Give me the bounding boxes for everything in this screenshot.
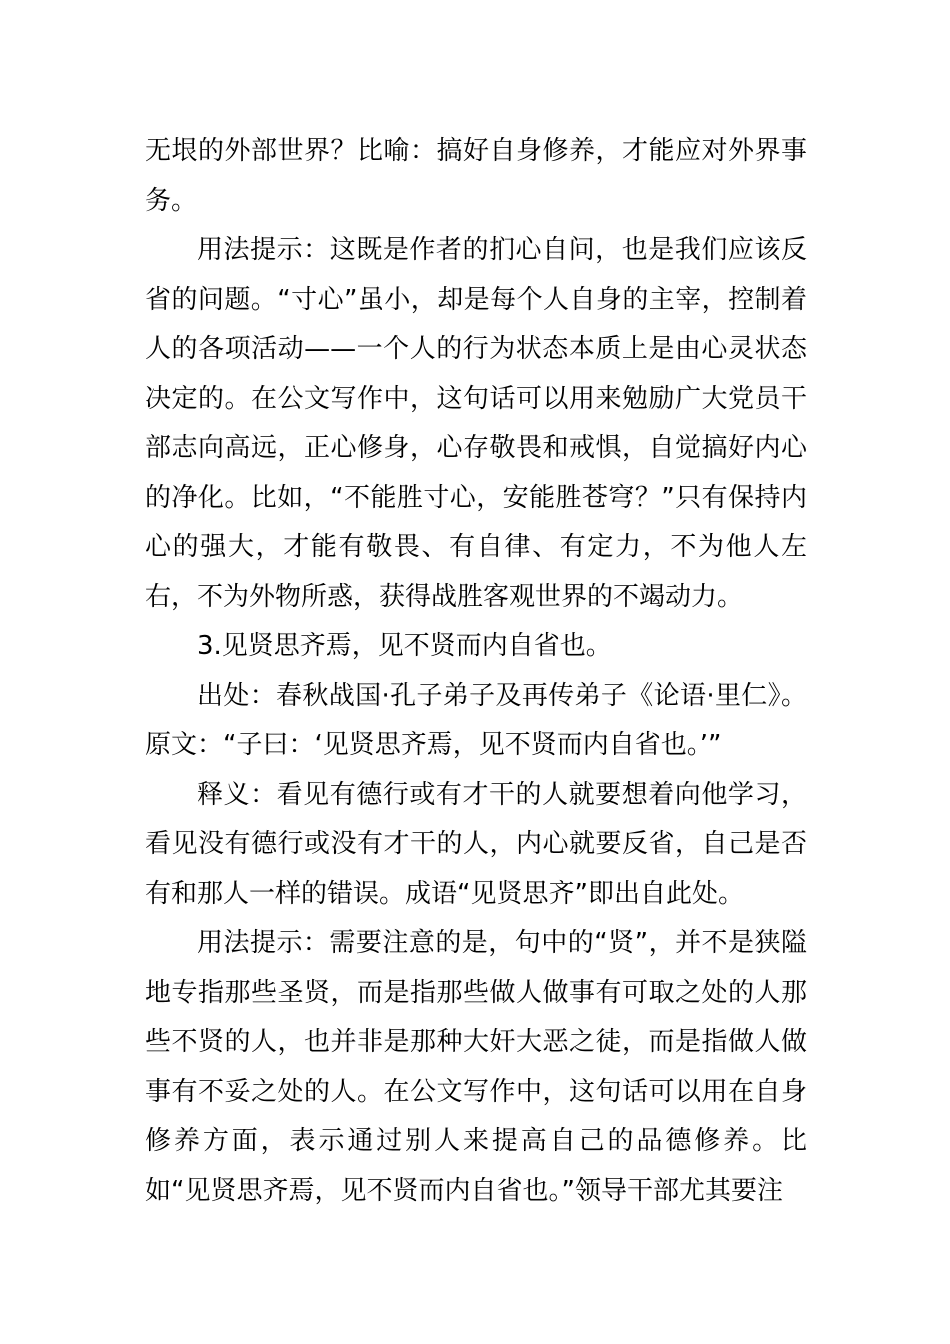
paragraph-source: 出处：春秋战国·孔子弟子及再传弟子《论语·里仁》。原文：“子曰：‘见贤思齐焉，见不贤而内自省也。’” [145,680,807,760]
paragraph-usage-note-1: 用法提示：这既是作者的扪心自问，也是我们应该反省的问题。“寸心”虽小，却是每个人自身的主宰，控制着人的各项活动——一个人的行为状态本质上是由心灵状态决定的。在公文写作中，这句话可以用来勉励广大党员干部志向高远，正心修身，心存敬畏和戒惧，自觉搞好内心的净化。比如，“不能胜寸心，安能胜苍穹？”只有保持内心的强大，才能有敬畏、有自律、有定力，不为他人左右，不为外物所惑，获得战胜客观世界的不竭动力。 [145,235,807,612]
paragraph-usage-note-2: 用法提示：需要注意的是，句中的“贤”，并不是狭隘地专指那些圣贤，而是指那些做人做事有可取之处的人那些不贤的人，也并非是那种大奸大恶之徒，而是指做人做事有不妥之处的人。在公文写作中，这句话可以用在自身修养方面，表示通过别人来提高自己的品德修养。比如“见贤思齐焉，见不贤而内自省也。”领导干部尤其要注 [145,928,807,1206]
paragraph-continuation: 无垠的外部世界？比喻：搞好自身修养，才能应对外界事务。 [145,136,807,216]
paragraph-explanation: 释义：看见有德行或有才干的人就要想着向他学习，看见没有德行或没有才干的人，内心就要反省，自己是否有和那人一样的错误。成语“见贤思齐”即出自此处。 [145,779,807,909]
document-body [145,127,807,1216]
paragraph-heading-3: 3.见贤思齐焉，见不贤而内自省也。 [197,631,612,661]
